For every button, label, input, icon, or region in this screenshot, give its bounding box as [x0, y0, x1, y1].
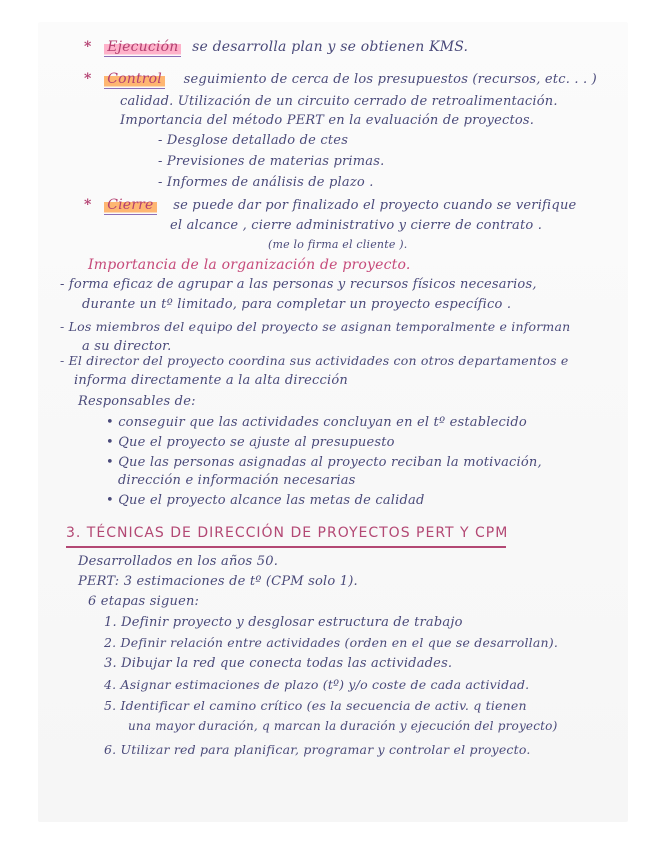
- importancia-line-5: informa directamente a la alta dirección: [74, 373, 348, 388]
- cierre-text-0: se puede dar por finalizado el proyecto cuando se verifique: [173, 198, 577, 213]
- asterisk-marker: *: [84, 71, 92, 87]
- tecnicas-step-6: 6. Utilizar red para planificar, programar y controlar el proyecto.: [104, 742, 531, 757]
- tecnicas-line-1: PERT: 3 estimaciones de tº (CPM solo 1).: [78, 574, 358, 589]
- control-text-3: - Desglose detallado de ctes: [158, 133, 349, 148]
- tecnicas-step-3: 4. Asignar estimaciones de plazo (tº) y/o coste de cada actividad.: [104, 677, 530, 692]
- tecnicas-step-0: 1. Definir proyecto y desglosar estructura de trabajo: [104, 615, 463, 630]
- control-text-5: - Informes de análisis de plazo .: [158, 175, 374, 190]
- tecnicas-step-1: 2. Definir relación entre actividades (orden en el que se desarrollan).: [104, 635, 558, 650]
- control-text-1: calidad. Utilización de un circuito cerrado de retroalimentación.: [120, 94, 558, 109]
- importancia-title: Importancia de la organización de proyecto.: [88, 257, 411, 273]
- cierre-line: [84, 196, 576, 215]
- importancia-line-4: - El director del proyecto coordina sus actividades con otros departamentos e: [60, 353, 569, 368]
- responsables-label: Responsables de:: [78, 394, 196, 409]
- tecnicas-title: 3. TÉCNICAS DE DIRECCIÓN DE PROYECTOS PERT Y CPM: [66, 525, 509, 541]
- control-line: [84, 70, 597, 89]
- asterisk-marker: *: [84, 39, 92, 55]
- responsable-item-1: • Que el proyecto se ajuste al presupuesto: [106, 435, 395, 450]
- cierre-text-1: el alcance , cierre administrativo y cierre de contrato .: [170, 218, 543, 233]
- responsable-item-2: • Que las personas asignadas al proyecto reciban la motivación,: [106, 455, 542, 470]
- responsable-item-3: dirección e información necesarias: [118, 473, 356, 488]
- control-text-2: Importancia del método PERT en la evaluación de proyectos.: [120, 113, 535, 128]
- responsable-item-4: • Que el proyecto alcance las metas de calidad: [106, 493, 425, 508]
- control-text-4: - Previsiones de materias primas.: [158, 154, 385, 169]
- control-text-0: seguimiento de cerca de los presupuestos (recursos, etc. . . ): [183, 72, 597, 87]
- cierre-term: Cierre: [104, 197, 156, 215]
- ejecucion-text: se desarrolla plan y se obtienen KMS.: [192, 39, 469, 55]
- tecnicas-line-0: Desarrollados en los años 50.: [78, 554, 279, 569]
- importancia-line-1: durante un tº limitado, para completar un proyecto específico .: [82, 297, 512, 312]
- tecnicas-step-5: una mayor duración, q marcan la duración y ejecución del proyecto): [128, 719, 558, 733]
- asterisk-marker: *: [84, 197, 92, 213]
- tecnicas-step-2: 3. Dibujar la red que conecta todas las actividades.: [104, 656, 453, 671]
- tecnicas-line-2: 6 etapas siguen:: [88, 594, 200, 609]
- ejecucion-term: Ejecución: [104, 39, 181, 57]
- ejecucion-line: [84, 38, 468, 56]
- cierre-text-2: (me lo firma el cliente ).: [268, 238, 408, 251]
- tecnicas-step-4: 5. Identificar el camino crítico (es la secuencia de activ. q tienen: [104, 698, 527, 713]
- importancia-line-2: - Los miembros del equipo del proyecto se asignan temporalmente e informan: [60, 319, 571, 334]
- importancia-line-0: - forma eficaz de agrupar a las personas y recursos físicos necesarios,: [60, 277, 537, 292]
- control-term: Control: [104, 71, 165, 89]
- responsable-item-0: • conseguir que las actividades concluyan en el tº establecido: [106, 415, 527, 430]
- importancia-line-3: a su director.: [82, 339, 172, 354]
- tecnicas-title-underline: [66, 546, 506, 548]
